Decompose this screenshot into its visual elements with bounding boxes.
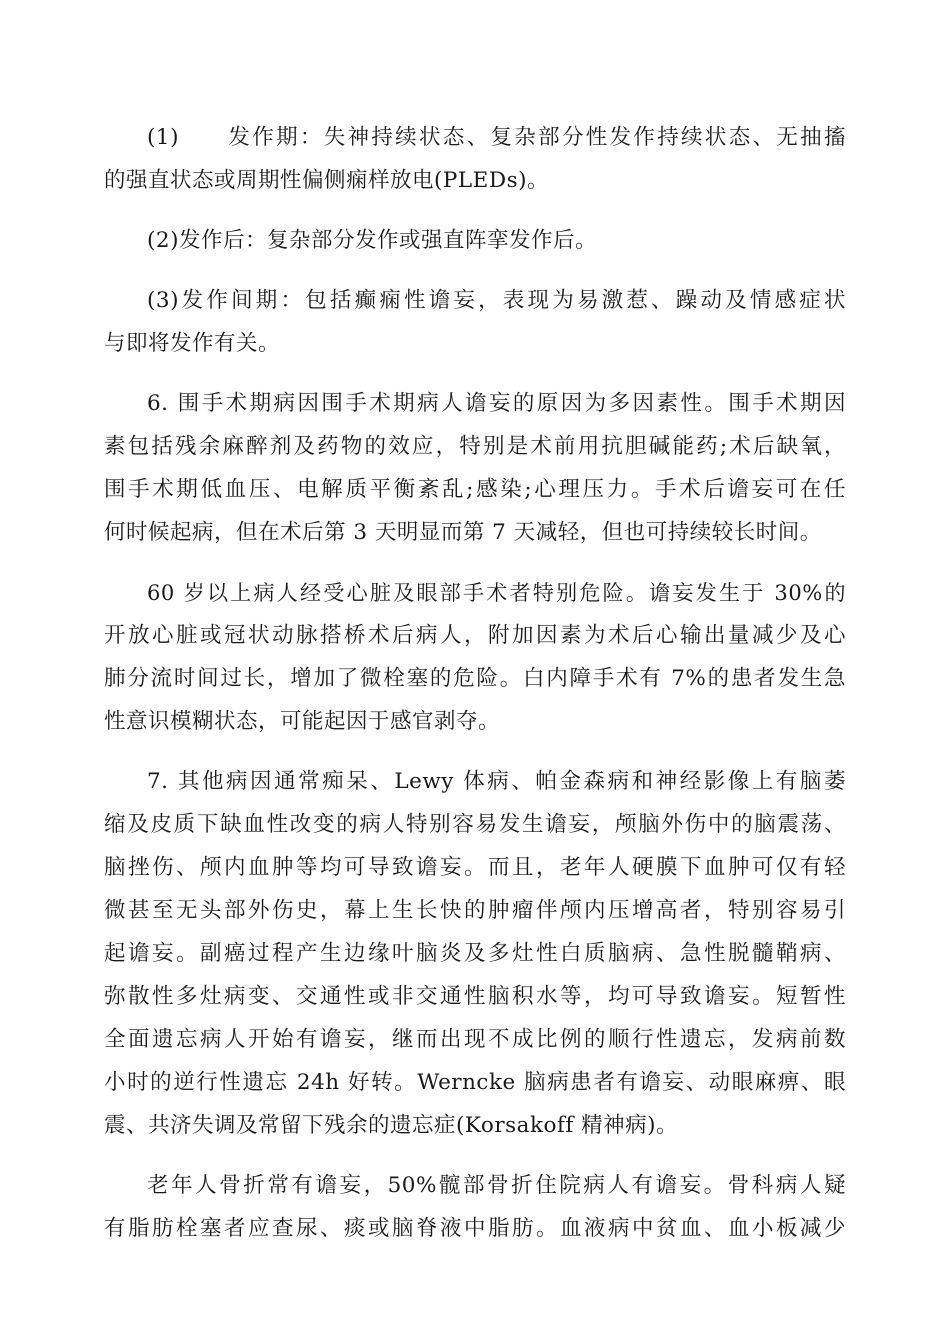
- paragraph-post-seizure: [104, 219, 846, 262]
- text-line: 小时的逆行性遗忘 24h 好转。Werncke 脑病患者有谵妄、动眼麻痹、眼: [104, 1070, 846, 1095]
- paragraph-perioperative: [104, 382, 846, 554]
- text-line: 性意识模糊状态，可能起因于感官剥夺。: [104, 709, 501, 734]
- text-line: 全面遗忘病人开始有谵妄，继而出现不成比例的顺行性遗忘，发病前数: [104, 1027, 846, 1052]
- text-line: 与即将发作有关。: [104, 331, 281, 356]
- text-line: 脑挫伤、颅内血肿等均可导致谵妄。而且，老年人硬膜下血肿可仅有轻: [104, 855, 846, 880]
- text-line: 有脂肪栓塞者应查尿、痰或脑脊液中脂肪。血液病中贫血、血小板减少: [104, 1216, 846, 1241]
- text-line: 的强直状态或周期性偏侧痫样放电(PLEDs)。: [104, 168, 549, 193]
- text-line: 7. 其他病因通常痴呆、Lewy 体病、帕金森病和神经影像上有脑萎: [147, 769, 846, 794]
- text-line: (1) 发作期：失神持续状态、复杂部分性发作持续状态、无抽搐: [147, 125, 846, 150]
- text-line: 开放心脏或冠状动脉搭桥术后病人，附加因素为术后心输出量减少及心: [104, 623, 846, 648]
- text-line: 何时候起病，但在术后第 3 天明显而第 7 天减轻，但也可持续较长时间。: [104, 520, 822, 545]
- paragraph-other-causes: [104, 760, 846, 1147]
- text-line: 起谵妄。副癌过程产生边缘叶脑炎及多灶性白质脑病、急性脱髓鞘病、: [104, 941, 846, 966]
- paragraph-fracture: [104, 1164, 846, 1250]
- text-line: 肺分流时间过长，增加了微栓塞的危险。白内障手术有 7%的患者发生急: [104, 666, 846, 691]
- text-line: (2)发作后：复杂部分发作或强直阵挛发作后。: [147, 228, 597, 253]
- document-page: [104, 116, 846, 1267]
- text-line: 微甚至无头部外伤史，幕上生长快的肿瘤伴颅内压增高者，特别容易引: [104, 898, 846, 923]
- text-line: 60 岁以上病人经受心脏及眼部手术者特别危险。谵妄发生于 30%的: [147, 580, 846, 605]
- paragraph-seizure-phase: [104, 116, 846, 202]
- text-line: 弥散性多灶病变、交通性或非交通性脑积水等，均可导致谵妄。短暂性: [104, 984, 846, 1009]
- text-line: 老年人骨折常有谵妄，50%髋部骨折住院病人有谵妄。骨科病人疑: [147, 1173, 846, 1198]
- text-line: 素包括残余麻醉剂及药物的效应，特别是术前用抗胆碱能药;术后缺氧，: [104, 434, 846, 459]
- paragraph-cardiac-eye-surgery: [104, 571, 846, 743]
- text-line: 缩及皮质下缺血性改变的病人特别容易发生谵妄，颅脑外伤中的脑震荡、: [104, 812, 846, 837]
- text-line: 震、共济失调及常留下残余的遗忘症(Korsakoff 精神病)。: [104, 1113, 679, 1138]
- paragraph-interictal: [104, 279, 846, 365]
- text-line: 6. 围手术期病因围手术期病人谵妄的原因为多因素性。围手术期因: [147, 391, 846, 416]
- text-line: (3)发作间期：包括癫痫性谵妄，表现为易激惹、躁动及情感症状: [147, 288, 846, 313]
- text-line: 围手术期低血压、电解质平衡紊乱;感染;心理压力。手术后谵妄可在任: [104, 477, 846, 502]
